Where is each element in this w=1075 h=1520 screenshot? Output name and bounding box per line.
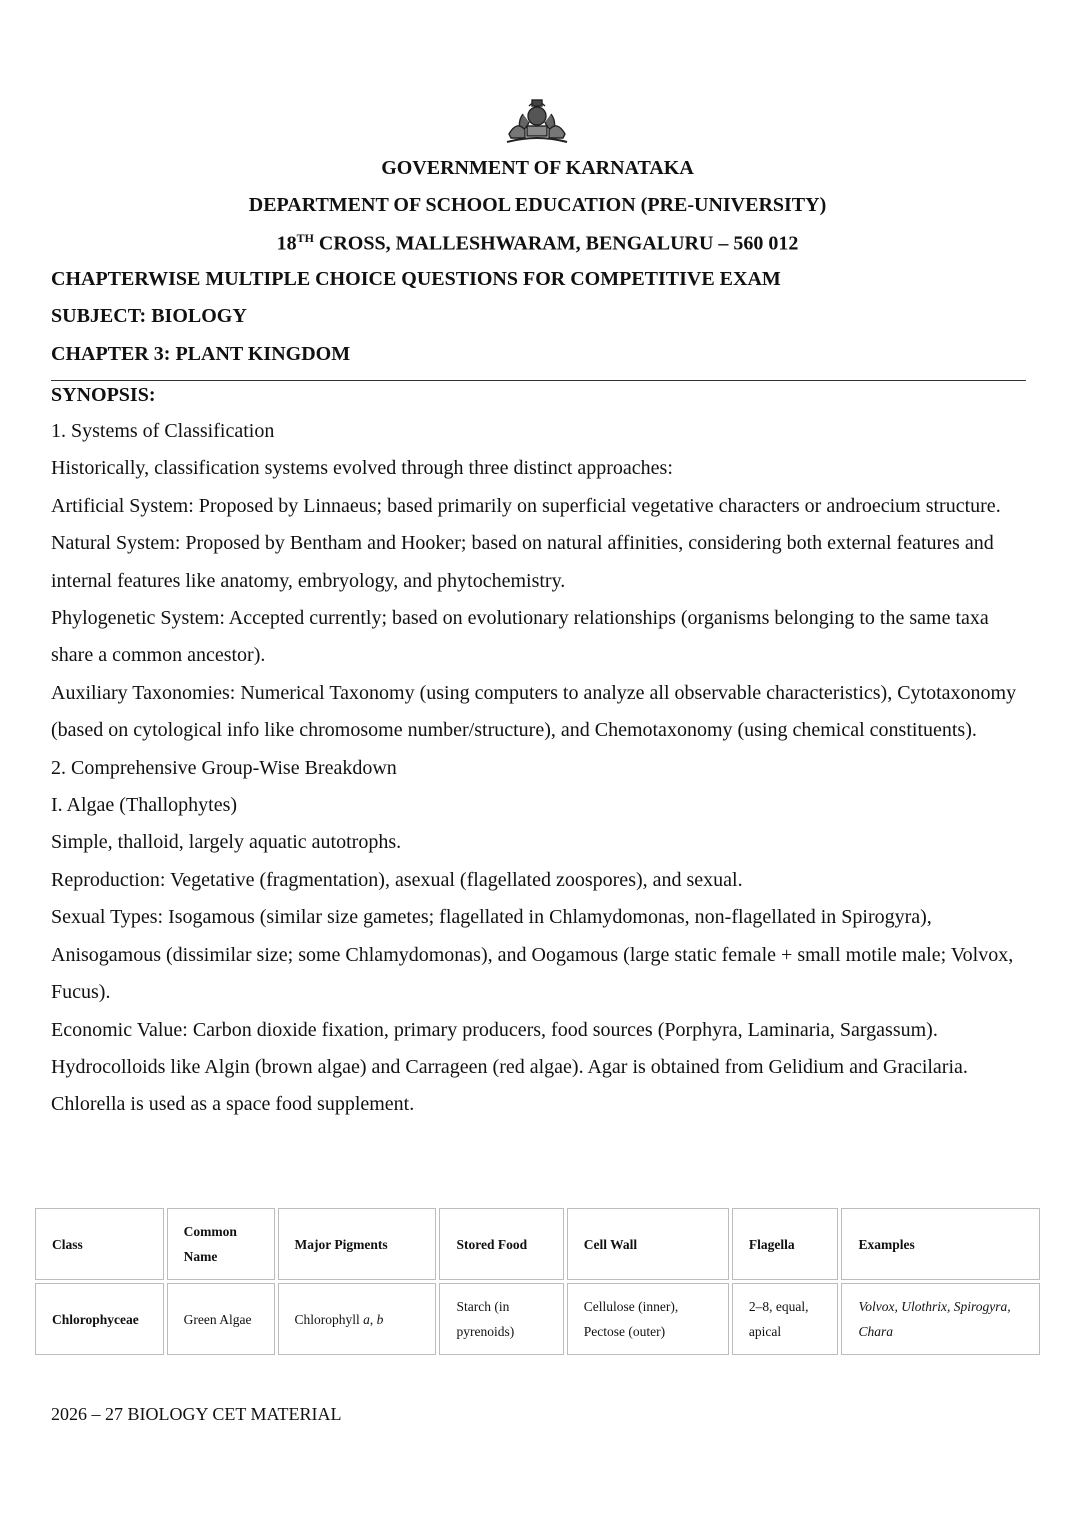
address-number: 18 [276,232,297,255]
header-government: GOVERNMENT OF KARNATAKA [381,157,694,179]
paragraph: Historically, classification systems evolved through three distinct approaches: [51,457,673,480]
paragraph: Artificial System: Proposed by Linnaeus; based primarily on superficial vegetative characters or androecium structure. [51,494,1001,517]
header-department: DEPARTMENT OF SCHOOL EDUCATION (PRE-UNIVERSITY) [248,194,827,216]
header-address [0,231,1075,256]
paragraph: 1. Systems of Classification [51,420,275,442]
table-cell-class: Chlorophyceae [35,1283,164,1355]
table-cell-pigments [278,1283,437,1355]
paragraph: Sexual Types: Isogamous (similar size gametes; flagellated in Chlamydomonas, non-flagellated in Spirogyra), Anisogamous (dissimilar size; some Chlamydomonas), and Oogamous (large static female + small motile male; Volvox, Fucus). [51,906,1014,1004]
synopsis-label: SYNOPSIS: [51,384,156,406]
karnataka-emblem-icon [503,96,571,146]
header-divider [51,380,1026,381]
pigments-italic: b [376,1311,384,1327]
table-cell-common-name: Green Algae [167,1283,275,1355]
pigments-separator: , [369,1311,377,1327]
chapter-line: CHAPTER 3: PLANT KINGDOM [51,343,351,365]
table-header-cell: Class [35,1208,164,1280]
paragraph: Simple, thalloid, largely aquatic autotrophs. [51,831,402,854]
paragraph: Phylogenetic System: Accepted currently; based on evolutionary relationships (organisms belonging to the same taxa share a common ancestor). [51,607,989,667]
paragraph: Auxiliary Taxonomies: Numerical Taxonomy (using computers to analyze all observable characteristics), Cytotaxonomy (based on cytological info like chromosome number/structure), and Chemotaxonomy (using chemical constituents). [51,681,1017,742]
table-header-cell: Cell Wall [567,1208,729,1280]
synopsis-body [51,413,1031,1124]
algae-class-table [32,1205,1043,1358]
paragraph: Natural System: Proposed by Bentham and Hooker; based on natural affinities, considering both external features and internal features like anatomy, embryology, and phytochemistry. [51,532,994,592]
pigments-italic: a [363,1311,370,1327]
table-header-cell: Examples [841,1208,1040,1280]
page-footer: 2026 – 27 BIOLOGY CET MATERIAL [51,1404,342,1424]
table-cell-flagella: 2–8, equal, apical [732,1283,839,1355]
table-row [35,1283,1040,1355]
subject-line: SUBJECT: BIOLOGY [51,305,247,327]
paragraph: 2. Comprehensive Group-Wise Breakdown [51,756,397,779]
table-header-row [35,1208,1040,1280]
table-cell-stored-food: Starch (in pyrenoids) [439,1283,563,1355]
table-cell-cell-wall: Cellulose (inner), Pectose (outer) [567,1283,729,1355]
table-header-cell: Common Name [167,1208,275,1280]
pigments-text: Chlorophyll [294,1311,364,1327]
table-header-cell: Major Pigments [278,1208,437,1280]
paragraph: I. Algae (Thallophytes) [51,794,238,817]
address-rest: CROSS, MALLESHWARAM, BENGALURU – 560 012 [313,232,799,255]
table-header-cell: Stored Food [439,1208,563,1280]
document-title: CHAPTERWISE MULTIPLE CHOICE QUESTIONS FOR COMPETITIVE EXAM [51,268,781,290]
table-header-cell: Flagella [732,1208,839,1280]
paragraph: Reproduction: Vegetative (fragmentation), asexual (flagellated zoospores), and sexual. [51,868,743,891]
paragraph: Economic Value: Carbon dioxide fixation, primary producers, food sources (Porphyra, Laminaria, Sargassum). Hydrocolloids like Algin (brown algae) and Carrageen (red algae). Agar is obtained from Gelidium and Gracilaria. Chlorella is used as a space food supplement. [51,1018,968,1116]
table-cell-examples: Volvox, Ulothrix, Spirogyra, Chara [841,1283,1040,1355]
address-superscript: TH [296,231,314,245]
